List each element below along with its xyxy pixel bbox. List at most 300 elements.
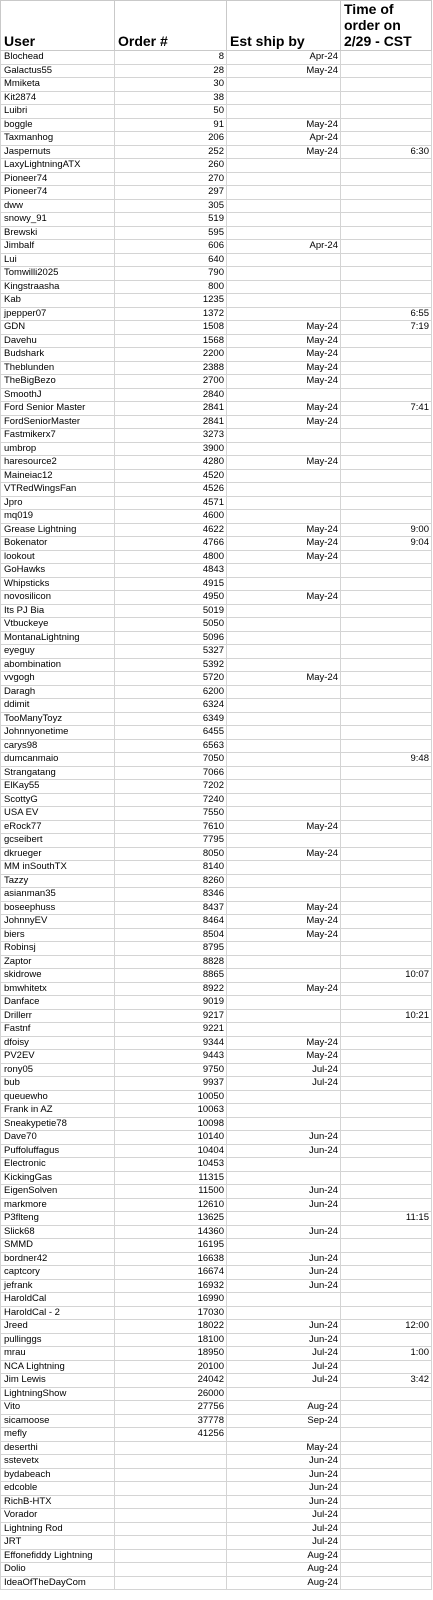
cell-est-ship-by[interactable]: Sep-24 [227,1414,341,1428]
cell-user[interactable]: Daragh [1,685,115,699]
cell-order-number[interactable]: 41256 [115,1428,227,1442]
cell-est-ship-by[interactable]: Aug-24 [227,1563,341,1577]
cell-order-number[interactable]: 18950 [115,1347,227,1361]
cell-est-ship-by[interactable]: May-24 [227,1036,341,1050]
cell-order-number[interactable]: 8260 [115,874,227,888]
cell-est-ship-by[interactable]: May-24 [227,820,341,834]
header-est-ship-by[interactable]: Est ship by [227,1,341,51]
cell-order-number[interactable]: 4766 [115,537,227,551]
cell-user[interactable]: Vorador [1,1509,115,1523]
cell-user[interactable]: skidrowe [1,969,115,983]
cell-user[interactable]: Luibri [1,105,115,119]
cell-order-number[interactable]: 10404 [115,1144,227,1158]
cell-user[interactable]: bmwhitetx [1,982,115,996]
cell-time-of-order[interactable] [341,1023,432,1037]
cell-est-ship-by[interactable] [227,483,341,497]
cell-user[interactable]: lookout [1,550,115,564]
cell-user[interactable]: Ford Senior Master [1,402,115,416]
cell-time-of-order[interactable] [341,807,432,821]
cell-time-of-order[interactable] [341,1144,432,1158]
cell-order-number[interactable]: 297 [115,186,227,200]
cell-user[interactable]: Budshark [1,348,115,362]
cell-order-number[interactable]: 18022 [115,1320,227,1334]
cell-time-of-order[interactable] [341,766,432,780]
cell-est-ship-by[interactable] [227,969,341,983]
cell-est-ship-by[interactable]: May-24 [227,672,341,686]
cell-user[interactable]: Its PJ Bia [1,604,115,618]
cell-time-of-order[interactable] [341,1455,432,1469]
cell-time-of-order[interactable] [341,64,432,78]
cell-time-of-order[interactable] [341,240,432,254]
cell-time-of-order[interactable] [341,1252,432,1266]
cell-est-ship-by[interactable] [227,280,341,294]
cell-time-of-order[interactable] [341,1198,432,1212]
cell-user[interactable]: Davehu [1,334,115,348]
cell-order-number[interactable] [115,1522,227,1536]
cell-order-number[interactable]: 8865 [115,969,227,983]
cell-user[interactable]: FordSeniorMaster [1,415,115,429]
cell-est-ship-by[interactable]: Jun-24 [227,1225,341,1239]
cell-order-number[interactable]: 10140 [115,1131,227,1145]
cell-order-number[interactable]: 4950 [115,591,227,605]
cell-time-of-order[interactable] [341,1036,432,1050]
cell-time-of-order[interactable] [341,469,432,483]
cell-time-of-order[interactable] [341,186,432,200]
cell-est-ship-by[interactable]: Jun-24 [227,1333,341,1347]
cell-user[interactable]: Puffoluffagus [1,1144,115,1158]
cell-user[interactable]: SmoothJ [1,388,115,402]
cell-user[interactable]: Kab [1,294,115,308]
cell-time-of-order[interactable] [341,577,432,591]
cell-user[interactable]: mq019 [1,510,115,524]
cell-user[interactable]: novosilicon [1,591,115,605]
cell-user[interactable]: Vito [1,1401,115,1415]
cell-time-of-order[interactable] [341,388,432,402]
cell-time-of-order[interactable] [341,226,432,240]
cell-user[interactable]: MM inSouthTX [1,861,115,875]
cell-est-ship-by[interactable] [227,510,341,524]
cell-order-number[interactable]: 7202 [115,780,227,794]
cell-time-of-order[interactable] [341,834,432,848]
cell-user[interactable]: Fastnf [1,1023,115,1037]
cell-user[interactable]: jefrank [1,1279,115,1293]
cell-time-of-order[interactable] [341,496,432,510]
cell-order-number[interactable]: 30 [115,78,227,92]
cell-order-number[interactable]: 640 [115,253,227,267]
cell-user[interactable]: haresource2 [1,456,115,470]
cell-time-of-order[interactable] [341,739,432,753]
cell-time-of-order[interactable] [341,1185,432,1199]
cell-user[interactable]: dww [1,199,115,213]
cell-est-ship-by[interactable] [227,618,341,632]
cell-time-of-order[interactable] [341,334,432,348]
cell-order-number[interactable]: 2841 [115,415,227,429]
cell-user[interactable]: VTRedWingsFan [1,483,115,497]
cell-time-of-order[interactable] [341,91,432,105]
cell-est-ship-by[interactable]: May-24 [227,591,341,605]
cell-est-ship-by[interactable]: Jul-24 [227,1509,341,1523]
cell-est-ship-by[interactable] [227,1158,341,1172]
cell-time-of-order[interactable] [341,1468,432,1482]
cell-user[interactable]: Slick68 [1,1225,115,1239]
cell-order-number[interactable]: 2840 [115,388,227,402]
cell-user[interactable]: mrau [1,1347,115,1361]
cell-time-of-order[interactable] [341,888,432,902]
cell-user[interactable]: USA EV [1,807,115,821]
cell-user[interactable]: LightningShow [1,1387,115,1401]
cell-user[interactable]: rony05 [1,1063,115,1077]
cell-time-of-order[interactable]: 9:00 [341,523,432,537]
cell-user[interactable]: Drillerr [1,1009,115,1023]
cell-est-ship-by[interactable] [227,793,341,807]
cell-order-number[interactable]: 7610 [115,820,227,834]
cell-time-of-order[interactable]: 10:21 [341,1009,432,1023]
cell-order-number[interactable]: 4280 [115,456,227,470]
cell-time-of-order[interactable] [341,253,432,267]
cell-user[interactable]: Grease Lightning [1,523,115,537]
cell-order-number[interactable]: 4600 [115,510,227,524]
cell-time-of-order[interactable]: 1:00 [341,1347,432,1361]
cell-est-ship-by[interactable]: Aug-24 [227,1549,341,1563]
cell-order-number[interactable]: 6563 [115,739,227,753]
cell-time-of-order[interactable] [341,1563,432,1577]
cell-est-ship-by[interactable]: May-24 [227,523,341,537]
cell-time-of-order[interactable] [341,51,432,65]
cell-est-ship-by[interactable] [227,442,341,456]
cell-order-number[interactable]: 790 [115,267,227,281]
cell-user[interactable]: bub [1,1077,115,1091]
cell-order-number[interactable]: 10453 [115,1158,227,1172]
cell-order-number[interactable] [115,1536,227,1550]
cell-time-of-order[interactable] [341,1495,432,1509]
cell-time-of-order[interactable] [341,1077,432,1091]
cell-est-ship-by[interactable] [227,429,341,443]
cell-time-of-order[interactable] [341,1171,432,1185]
cell-user[interactable]: ElKay55 [1,780,115,794]
cell-order-number[interactable]: 8 [115,51,227,65]
cell-order-number[interactable]: 9937 [115,1077,227,1091]
cell-est-ship-by[interactable] [227,1239,341,1253]
cell-time-of-order[interactable] [341,996,432,1010]
cell-est-ship-by[interactable] [227,1212,341,1226]
cell-user[interactable]: Lui [1,253,115,267]
cell-user[interactable]: Brewski [1,226,115,240]
cell-user[interactable]: Theblunden [1,361,115,375]
cell-order-number[interactable]: 1568 [115,334,227,348]
cell-user[interactable]: Maineiac12 [1,469,115,483]
cell-est-ship-by[interactable]: May-24 [227,456,341,470]
cell-order-number[interactable]: 260 [115,159,227,173]
cell-time-of-order[interactable] [341,361,432,375]
cell-user[interactable]: bydabeach [1,1468,115,1482]
cell-user[interactable]: markmore [1,1198,115,1212]
cell-est-ship-by[interactable] [227,1171,341,1185]
cell-est-ship-by[interactable] [227,631,341,645]
cell-time-of-order[interactable] [341,591,432,605]
cell-user[interactable]: gcseibert [1,834,115,848]
cell-est-ship-by[interactable]: Jul-24 [227,1077,341,1091]
cell-order-number[interactable]: 8464 [115,915,227,929]
cell-est-ship-by[interactable] [227,604,341,618]
cell-time-of-order[interactable] [341,726,432,740]
cell-est-ship-by[interactable] [227,496,341,510]
cell-order-number[interactable]: 9750 [115,1063,227,1077]
cell-est-ship-by[interactable] [227,564,341,578]
cell-est-ship-by[interactable]: May-24 [227,537,341,551]
cell-time-of-order[interactable] [341,1387,432,1401]
cell-time-of-order[interactable] [341,172,432,186]
cell-time-of-order[interactable] [341,672,432,686]
cell-time-of-order[interactable] [341,1536,432,1550]
cell-est-ship-by[interactable] [227,159,341,173]
cell-est-ship-by[interactable]: Jul-24 [227,1374,341,1388]
cell-time-of-order[interactable]: 7:41 [341,402,432,416]
cell-user[interactable]: Jaspernuts [1,145,115,159]
cell-order-number[interactable]: 270 [115,172,227,186]
cell-est-ship-by[interactable]: Jun-24 [227,1131,341,1145]
cell-est-ship-by[interactable] [227,226,341,240]
cell-order-number[interactable]: 2700 [115,375,227,389]
cell-user[interactable]: Kingstraasha [1,280,115,294]
cell-est-ship-by[interactable]: May-24 [227,982,341,996]
cell-time-of-order[interactable]: 6:55 [341,307,432,321]
cell-est-ship-by[interactable]: Jun-24 [227,1266,341,1280]
cell-user[interactable]: bordner42 [1,1252,115,1266]
cell-order-number[interactable]: 24042 [115,1374,227,1388]
cell-order-number[interactable]: 4915 [115,577,227,591]
cell-user[interactable]: Effonefiddy Lightning [1,1549,115,1563]
cell-order-number[interactable]: 2200 [115,348,227,362]
cell-time-of-order[interactable] [341,1158,432,1172]
cell-order-number[interactable]: 1508 [115,321,227,335]
cell-est-ship-by[interactable] [227,253,341,267]
cell-est-ship-by[interactable] [227,1117,341,1131]
cell-time-of-order[interactable] [341,199,432,213]
cell-est-ship-by[interactable] [227,1023,341,1037]
cell-user[interactable]: Jim Lewis [1,1374,115,1388]
cell-user[interactable]: EigenSolven [1,1185,115,1199]
cell-order-number[interactable]: 11315 [115,1171,227,1185]
cell-time-of-order[interactable] [341,267,432,281]
cell-time-of-order[interactable] [341,1428,432,1442]
cell-order-number[interactable]: 8437 [115,901,227,915]
cell-user[interactable]: ScottyG [1,793,115,807]
cell-order-number[interactable]: 8346 [115,888,227,902]
cell-order-number[interactable]: 9221 [115,1023,227,1037]
cell-user[interactable]: TooManyToyz [1,712,115,726]
cell-time-of-order[interactable] [341,780,432,794]
cell-user[interactable]: SMMD [1,1239,115,1253]
cell-order-number[interactable] [115,1495,227,1509]
cell-user[interactable]: vvgogh [1,672,115,686]
cell-order-number[interactable]: 800 [115,280,227,294]
cell-est-ship-by[interactable]: May-24 [227,334,341,348]
cell-user[interactable]: GDN [1,321,115,335]
cell-est-ship-by[interactable]: May-24 [227,1441,341,1455]
cell-time-of-order[interactable] [341,1104,432,1118]
cell-user[interactable]: eyeguy [1,645,115,659]
cell-user[interactable]: abombination [1,658,115,672]
cell-order-number[interactable] [115,1441,227,1455]
cell-user[interactable]: Blochead [1,51,115,65]
cell-time-of-order[interactable] [341,1509,432,1523]
cell-user[interactable]: Dolio [1,1563,115,1577]
cell-time-of-order[interactable] [341,442,432,456]
cell-est-ship-by[interactable] [227,996,341,1010]
cell-user[interactable]: Frank in AZ [1,1104,115,1118]
cell-user[interactable]: Pioneer74 [1,172,115,186]
cell-user[interactable]: eRock77 [1,820,115,834]
cell-user[interactable]: GoHawks [1,564,115,578]
cell-time-of-order[interactable] [341,1131,432,1145]
cell-time-of-order[interactable] [341,348,432,362]
cell-user[interactable]: dumcanmaio [1,753,115,767]
cell-time-of-order[interactable] [341,1279,432,1293]
cell-order-number[interactable]: 4571 [115,496,227,510]
cell-user[interactable]: Pioneer74 [1,186,115,200]
cell-time-of-order[interactable] [341,955,432,969]
cell-est-ship-by[interactable] [227,199,341,213]
cell-order-number[interactable]: 8828 [115,955,227,969]
cell-est-ship-by[interactable]: May-24 [227,915,341,929]
cell-user[interactable]: JohnnyEV [1,915,115,929]
cell-time-of-order[interactable] [341,915,432,929]
cell-user[interactable]: Kit2874 [1,91,115,105]
cell-est-ship-by[interactable] [227,1306,341,1320]
cell-user[interactable]: Johnnyonetime [1,726,115,740]
cell-order-number[interactable]: 11500 [115,1185,227,1199]
cell-est-ship-by[interactable]: Jun-24 [227,1252,341,1266]
cell-est-ship-by[interactable] [227,213,341,227]
cell-time-of-order[interactable] [341,1401,432,1415]
cell-user[interactable]: snowy_91 [1,213,115,227]
cell-est-ship-by[interactable]: Apr-24 [227,132,341,146]
cell-order-number[interactable]: 16638 [115,1252,227,1266]
cell-time-of-order[interactable] [341,631,432,645]
cell-time-of-order[interactable] [341,159,432,173]
cell-est-ship-by[interactable]: Aug-24 [227,1576,341,1590]
cell-user[interactable]: biers [1,928,115,942]
cell-order-number[interactable]: 3273 [115,429,227,443]
cell-user[interactable]: KickingGas [1,1171,115,1185]
cell-time-of-order[interactable] [341,1522,432,1536]
cell-est-ship-by[interactable] [227,726,341,740]
cell-time-of-order[interactable] [341,550,432,564]
cell-order-number[interactable]: 4526 [115,483,227,497]
cell-user[interactable]: Zaptor [1,955,115,969]
cell-order-number[interactable] [115,1482,227,1496]
cell-order-number[interactable]: 305 [115,199,227,213]
cell-time-of-order[interactable] [341,1090,432,1104]
cell-order-number[interactable]: 7240 [115,793,227,807]
cell-order-number[interactable]: 2388 [115,361,227,375]
cell-order-number[interactable] [115,1563,227,1577]
cell-order-number[interactable]: 5050 [115,618,227,632]
cell-est-ship-by[interactable]: May-24 [227,64,341,78]
cell-user[interactable]: mefly [1,1428,115,1442]
cell-time-of-order[interactable] [341,1306,432,1320]
cell-user[interactable]: dfoisy [1,1036,115,1050]
cell-est-ship-by[interactable]: May-24 [227,402,341,416]
cell-time-of-order[interactable] [341,901,432,915]
cell-time-of-order[interactable] [341,1225,432,1239]
cell-est-ship-by[interactable] [227,942,341,956]
cell-time-of-order[interactable] [341,280,432,294]
cell-est-ship-by[interactable]: May-24 [227,1050,341,1064]
cell-est-ship-by[interactable]: Jul-24 [227,1063,341,1077]
cell-order-number[interactable]: 519 [115,213,227,227]
cell-order-number[interactable]: 252 [115,145,227,159]
cell-order-number[interactable]: 4843 [115,564,227,578]
cell-est-ship-by[interactable] [227,91,341,105]
cell-user[interactable]: dkrueger [1,847,115,861]
cell-order-number[interactable] [115,1576,227,1590]
cell-user[interactable]: Galactus55 [1,64,115,78]
cell-order-number[interactable]: 16932 [115,1279,227,1293]
cell-time-of-order[interactable] [341,793,432,807]
cell-time-of-order[interactable] [341,118,432,132]
cell-user[interactable]: Tomwilli2025 [1,267,115,281]
cell-order-number[interactable]: 606 [115,240,227,254]
cell-time-of-order[interactable] [341,712,432,726]
cell-user[interactable]: jpepper07 [1,307,115,321]
cell-order-number[interactable]: 7050 [115,753,227,767]
cell-order-number[interactable]: 5392 [115,658,227,672]
cell-time-of-order[interactable] [341,1360,432,1374]
cell-est-ship-by[interactable]: Jul-24 [227,1360,341,1374]
cell-time-of-order[interactable] [341,1266,432,1280]
cell-est-ship-by[interactable] [227,780,341,794]
cell-order-number[interactable]: 3900 [115,442,227,456]
cell-est-ship-by[interactable]: May-24 [227,118,341,132]
cell-order-number[interactable] [115,1455,227,1469]
cell-order-number[interactable]: 1235 [115,294,227,308]
cell-est-ship-by[interactable] [227,388,341,402]
cell-est-ship-by[interactable] [227,753,341,767]
cell-user[interactable]: Lightning Rod [1,1522,115,1536]
cell-time-of-order[interactable]: 11:15 [341,1212,432,1226]
cell-est-ship-by[interactable] [227,766,341,780]
cell-time-of-order[interactable] [341,483,432,497]
cell-time-of-order[interactable] [341,874,432,888]
cell-user[interactable]: pullinggs [1,1333,115,1347]
cell-time-of-order[interactable] [341,604,432,618]
cell-user[interactable]: sstevetx [1,1455,115,1469]
cell-est-ship-by[interactable]: May-24 [227,361,341,375]
cell-user[interactable]: IdeaOfTheDayCom [1,1576,115,1590]
cell-order-number[interactable]: 9443 [115,1050,227,1064]
cell-user[interactable]: deserthi [1,1441,115,1455]
cell-est-ship-by[interactable]: Jun-24 [227,1455,341,1469]
cell-user[interactable]: Bokenator [1,537,115,551]
cell-user[interactable]: RichB-HTX [1,1495,115,1509]
cell-user[interactable]: edcoble [1,1482,115,1496]
cell-user[interactable]: JRT [1,1536,115,1550]
cell-time-of-order[interactable] [341,982,432,996]
cell-user[interactable]: PV2EV [1,1050,115,1064]
cell-time-of-order[interactable] [341,1576,432,1590]
cell-time-of-order[interactable] [341,1414,432,1428]
cell-order-number[interactable]: 9344 [115,1036,227,1050]
cell-user[interactable]: Tazzy [1,874,115,888]
cell-user[interactable]: Sneakypetie78 [1,1117,115,1131]
cell-order-number[interactable]: 50 [115,105,227,119]
cell-time-of-order[interactable] [341,942,432,956]
cell-est-ship-by[interactable]: Apr-24 [227,240,341,254]
cell-user[interactable]: HaroldCal [1,1293,115,1307]
cell-order-number[interactable]: 7795 [115,834,227,848]
cell-order-number[interactable]: 5096 [115,631,227,645]
